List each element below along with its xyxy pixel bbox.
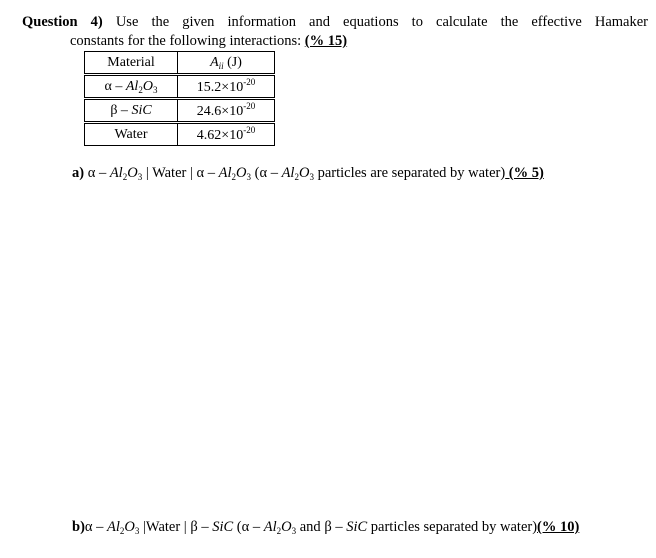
part-a-points: (% 5) (505, 165, 544, 181)
value-cell: $15.2\times 10^{-20}$ (178, 75, 275, 99)
part-b-label: b) (72, 519, 85, 535)
material-cell: β – SiC (85, 99, 178, 123)
question-header (22, 14, 648, 31)
table-header-row (85, 52, 275, 75)
question-prompt-line2-wrap (70, 33, 347, 50)
material-cell: Water (85, 123, 178, 146)
question-points: (% 15) (304, 33, 348, 49)
header-material: Material (85, 52, 178, 75)
table-row (85, 99, 275, 123)
question-prompt-line2: constants for the following interactions: (70, 33, 302, 49)
material-cell: α – $Al_2O_3$ (85, 75, 178, 99)
header-value: $A_{ii}$ (J) (178, 52, 275, 75)
table-row (85, 123, 275, 146)
part-b-points: (% 10) (537, 519, 580, 535)
part-a: a) α – $Al_2O_3$ | Water | α – $Al_2O_3$ ($\alpha - Al_2O_3$ particles are separated by water) (% 5) (72, 165, 544, 182)
part-b: $b)\alpha - Al_2O_3$ |Water | β – SiC ($\alpha - Al_2O_3$ and β – SiC particles separated by water)(% 10) (72, 519, 580, 536)
question-prompt-line1: Use the given information and equations to calculate the effective Hamaker (115, 14, 649, 30)
value-cell: $24.6\times 10^{-20}$ (178, 99, 275, 123)
question-number: Question 4) (22, 14, 103, 30)
hamaker-table (84, 51, 275, 146)
value-cell: $4.62\times 10^{-20}$ (178, 123, 275, 146)
part-a-label: a) (72, 165, 85, 181)
table-row (85, 75, 275, 99)
